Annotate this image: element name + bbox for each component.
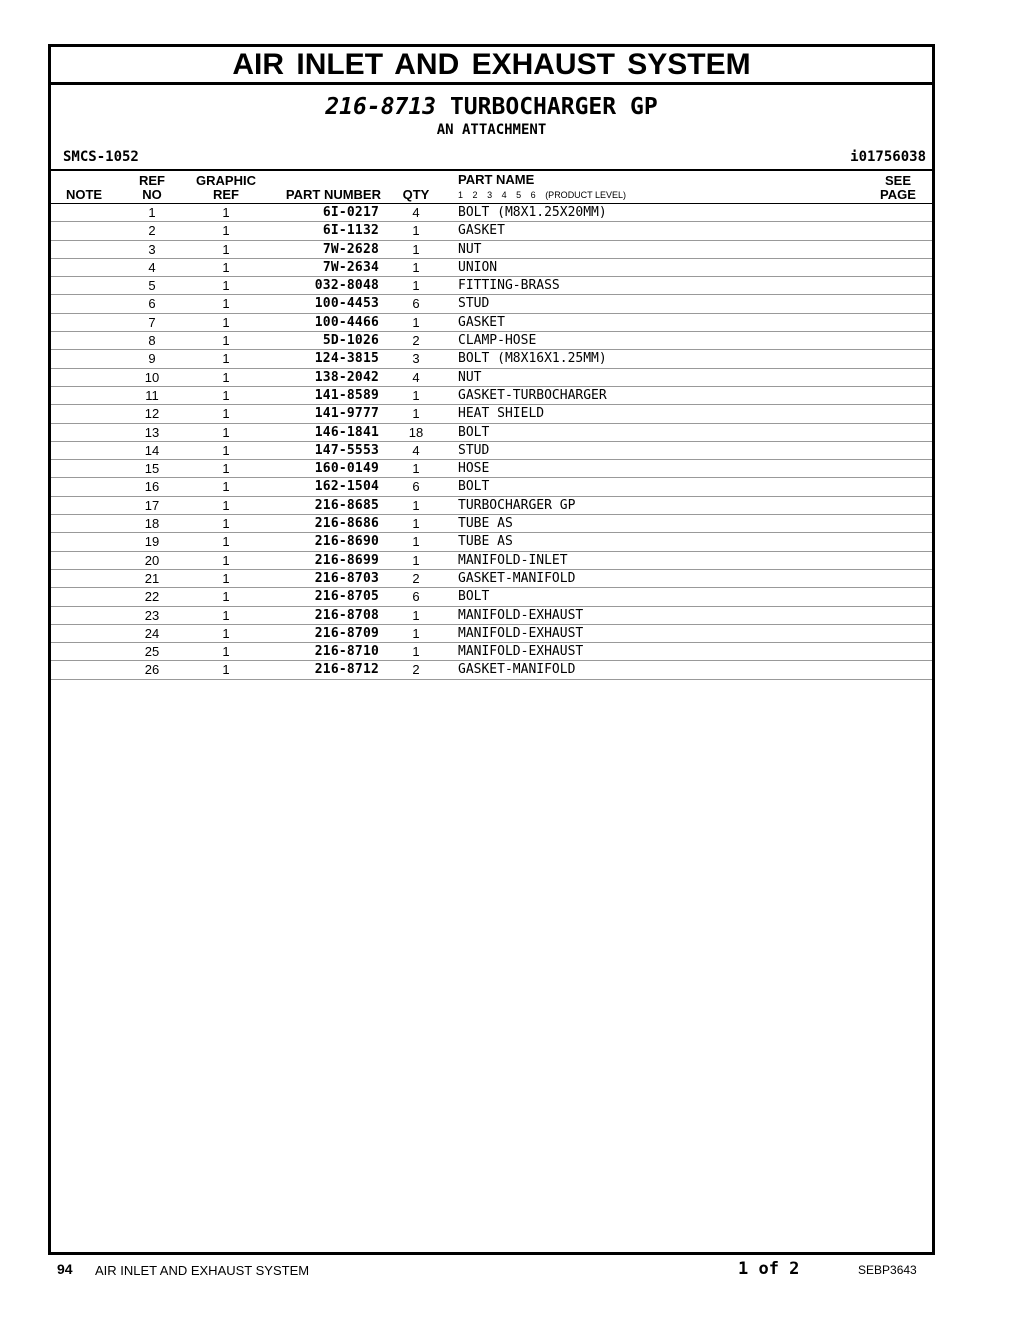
part-name: MANIFOLD-INLET xyxy=(458,552,568,568)
part-name: BOLT (M8X1.25X20MM) xyxy=(458,205,607,220)
part-number: 147-5553 xyxy=(314,442,379,458)
part-number: 216-8710 xyxy=(314,644,379,660)
table-row xyxy=(51,332,932,350)
part-name: STUD xyxy=(458,296,490,312)
graphic-ref: 1 xyxy=(222,625,230,641)
graphic-ref: 1 xyxy=(222,333,230,349)
part-number: 7W-2634 xyxy=(322,259,379,275)
qty: 1 xyxy=(412,241,420,257)
qty: 2 xyxy=(412,662,420,678)
qty: 4 xyxy=(412,442,420,458)
ref-no: 1 xyxy=(148,205,156,220)
page-frame xyxy=(48,44,935,1255)
qty: 2 xyxy=(412,333,420,349)
group-title xyxy=(51,94,932,120)
part-number: 138-2042 xyxy=(314,369,379,385)
part-number: 6I-1132 xyxy=(322,223,379,239)
ref-no: 10 xyxy=(144,369,160,385)
ref-no: 11 xyxy=(145,387,159,403)
ref-no: 8 xyxy=(148,333,156,349)
part-number: 100-4466 xyxy=(314,314,379,330)
qty: 4 xyxy=(412,205,420,220)
qty: 1 xyxy=(412,497,420,513)
part-number: 216-8708 xyxy=(314,607,379,623)
part-name: GASKET xyxy=(458,314,505,330)
qty: 6 xyxy=(412,589,420,605)
system-title: AIR INLET AND EXHAUST SYSTEM xyxy=(51,47,932,85)
ref-no: 5 xyxy=(148,278,156,294)
table-row xyxy=(51,369,932,387)
part-name: HOSE xyxy=(458,461,490,477)
qty: 1 xyxy=(412,461,420,477)
part-number: 216-8703 xyxy=(314,570,379,586)
graphic-ref: 1 xyxy=(222,589,230,605)
part-number: 216-8686 xyxy=(314,516,379,532)
graphic-ref: 1 xyxy=(222,205,230,220)
table-row xyxy=(51,350,932,368)
part-name: TUBE AS xyxy=(458,516,513,532)
graphic-ref: 1 xyxy=(222,296,230,312)
ref-no: 7 xyxy=(148,314,156,330)
ref-no: 24 xyxy=(144,625,160,641)
ref-no: 20 xyxy=(144,552,160,568)
graphic-ref: 1 xyxy=(222,223,230,239)
footer-doc-number: SEBP3643 xyxy=(858,1263,917,1277)
graphic-ref: 1 xyxy=(222,570,230,586)
part-name: HEAT SHIELD xyxy=(458,406,545,422)
col-see-page: SEE PAGE xyxy=(880,173,916,202)
col-qty: QTY xyxy=(402,187,430,202)
table-row xyxy=(51,405,932,423)
footer-page-number: 94 xyxy=(57,1261,73,1277)
part-name: BOLT (M8X16X1.25MM) xyxy=(458,351,607,367)
graphic-ref: 1 xyxy=(222,461,230,477)
ref-no: 18 xyxy=(144,516,160,532)
part-name: STUD xyxy=(458,442,490,458)
qty: 1 xyxy=(412,406,420,422)
part-number: 216-8712 xyxy=(314,662,379,678)
part-number: 141-8589 xyxy=(314,387,379,403)
col-ref-no: REF NO xyxy=(139,173,165,202)
part-number: 160-0149 xyxy=(314,461,379,477)
part-name: UNION xyxy=(458,259,498,275)
table-row xyxy=(51,204,932,222)
part-name: BOLT xyxy=(458,424,490,440)
part-number: 162-1504 xyxy=(314,479,379,495)
part-number: 216-8690 xyxy=(314,534,379,550)
qty: 1 xyxy=(412,314,420,330)
graphic-ref: 1 xyxy=(222,662,230,678)
table-row xyxy=(51,661,932,679)
graphic-ref: 1 xyxy=(222,442,230,458)
table-row xyxy=(51,497,932,515)
qty: 18 xyxy=(408,424,424,440)
parts-table xyxy=(51,204,932,680)
part-number: 141-9777 xyxy=(314,406,379,422)
graphic-ref: 1 xyxy=(222,534,230,550)
illustration-id: i01756038 xyxy=(850,149,926,165)
ref-no: 26 xyxy=(144,662,160,678)
product-levels: 1 2 3 4 5 6 (PRODUCT LEVEL) xyxy=(458,190,627,200)
col-note: NOTE xyxy=(65,187,103,202)
part-number: 5D-1026 xyxy=(322,333,379,349)
graphic-ref: 1 xyxy=(222,406,230,422)
part-number: 216-8709 xyxy=(314,625,379,641)
part-name: CLAMP-HOSE xyxy=(458,333,537,349)
header-divider xyxy=(51,169,932,171)
part-number: 6I-0217 xyxy=(322,205,379,220)
part-name: TUBE AS xyxy=(458,534,513,550)
qty: 1 xyxy=(412,387,420,403)
part-number: 216-8699 xyxy=(314,552,379,568)
qty: 6 xyxy=(412,479,420,495)
part-name: GASKET-MANIFOLD xyxy=(458,570,576,586)
part-name: MANIFOLD-EXHAUST xyxy=(458,607,584,623)
col-part-number: PART NUMBER xyxy=(285,187,381,202)
part-name: MANIFOLD-EXHAUST xyxy=(458,625,584,641)
qty: 1 xyxy=(412,223,420,239)
table-row xyxy=(51,295,932,313)
qty: 1 xyxy=(412,278,420,294)
ref-no: 23 xyxy=(144,607,160,623)
part-name: MANIFOLD-EXHAUST xyxy=(458,644,584,660)
group-number: 216-8713 xyxy=(325,94,437,120)
ref-no: 13 xyxy=(144,424,160,440)
table-row xyxy=(51,570,932,588)
graphic-ref: 1 xyxy=(222,644,230,660)
ref-no: 21 xyxy=(144,570,160,586)
ref-no: 2 xyxy=(148,223,156,239)
graphic-ref: 1 xyxy=(222,314,230,330)
ref-no: 12 xyxy=(144,406,160,422)
col-graphic-ref: GRAPHIC REF xyxy=(196,173,256,202)
graphic-ref: 1 xyxy=(222,424,230,440)
table-row xyxy=(51,241,932,259)
ref-no: 16 xyxy=(144,479,160,495)
table-row xyxy=(51,552,932,570)
graphic-ref: 1 xyxy=(222,497,230,513)
graphic-ref: 1 xyxy=(222,479,230,495)
table-row xyxy=(51,460,932,478)
qty: 2 xyxy=(412,570,420,586)
smcs-code: SMCS-1052 xyxy=(63,149,139,165)
table-row xyxy=(51,533,932,551)
table-row xyxy=(51,442,932,460)
part-number: 124-3815 xyxy=(314,351,379,367)
graphic-ref: 1 xyxy=(222,387,230,403)
qty: 1 xyxy=(412,552,420,568)
part-number: 7W-2628 xyxy=(322,241,379,257)
table-row xyxy=(51,314,932,332)
graphic-ref: 1 xyxy=(222,369,230,385)
graphic-ref: 1 xyxy=(222,278,230,294)
qty: 1 xyxy=(412,534,420,550)
qty: 1 xyxy=(412,625,420,641)
ref-no: 3 xyxy=(148,241,156,257)
qty: 1 xyxy=(412,259,420,275)
qty: 1 xyxy=(412,644,420,660)
part-number: 216-8685 xyxy=(314,497,379,513)
part-name: TURBOCHARGER GP xyxy=(458,497,576,513)
group-name: TURBOCHARGER GP xyxy=(449,94,658,120)
part-number: 100-4453 xyxy=(314,296,379,312)
ref-no: 6 xyxy=(148,296,156,312)
ref-no: 25 xyxy=(144,644,160,660)
graphic-ref: 1 xyxy=(222,607,230,623)
graphic-ref: 1 xyxy=(222,516,230,532)
ref-no: 14 xyxy=(144,442,160,458)
table-row xyxy=(51,259,932,277)
ref-no: 9 xyxy=(148,351,156,367)
table-row xyxy=(51,222,932,240)
qty: 1 xyxy=(412,516,420,532)
table-row xyxy=(51,607,932,625)
ref-no: 15 xyxy=(144,461,160,477)
part-name: GASKET-TURBOCHARGER xyxy=(458,387,607,403)
part-name: NUT xyxy=(458,369,482,385)
group-subtitle: AN ATTACHMENT xyxy=(436,122,547,138)
part-name: GASKET xyxy=(458,223,505,239)
ref-no: 19 xyxy=(144,534,160,550)
ref-no: 4 xyxy=(148,259,156,275)
table-row xyxy=(51,588,932,606)
graphic-ref: 1 xyxy=(222,552,230,568)
table-row xyxy=(51,277,932,295)
qty: 3 xyxy=(412,351,420,367)
graphic-ref: 1 xyxy=(222,259,230,275)
qty: 1 xyxy=(412,607,420,623)
table-row xyxy=(51,424,932,442)
ref-no: 22 xyxy=(144,589,160,605)
part-name: BOLT xyxy=(458,479,490,495)
footer-page-of: 1 of 2 xyxy=(738,1259,800,1279)
part-number: 032-8048 xyxy=(314,278,379,294)
part-number: 146-1841 xyxy=(314,424,379,440)
part-name: BOLT xyxy=(458,589,490,605)
table-row xyxy=(51,625,932,643)
col-part-name: PART NAME xyxy=(458,172,535,187)
qty: 4 xyxy=(412,369,420,385)
graphic-ref: 1 xyxy=(222,241,230,257)
part-name: NUT xyxy=(458,241,482,257)
part-name: GASKET-MANIFOLD xyxy=(458,662,576,678)
graphic-ref: 1 xyxy=(222,351,230,367)
ref-no: 17 xyxy=(144,497,160,513)
table-row xyxy=(51,643,932,661)
qty: 6 xyxy=(412,296,420,312)
part-number: 216-8705 xyxy=(314,589,379,605)
table-row xyxy=(51,387,932,405)
footer-section: AIR INLET AND EXHAUST SYSTEM xyxy=(95,1263,310,1278)
table-row xyxy=(51,478,932,496)
part-name: FITTING-BRASS xyxy=(458,278,560,294)
table-row xyxy=(51,515,932,533)
